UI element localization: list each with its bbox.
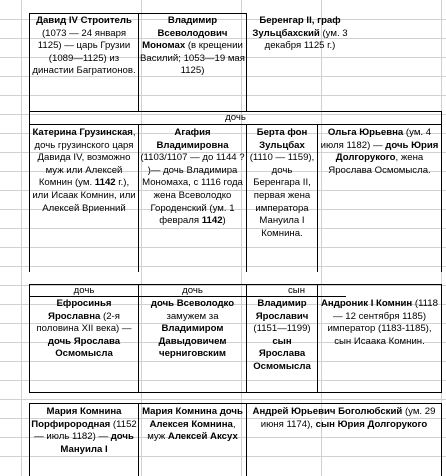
cell-david-iv [31, 15, 137, 110]
cell-vladimir-monomakh [140, 15, 245, 110]
cell-katerina: Катерина Грузинская, дочь грузинского царя Давида IV, возможно муж или Алексей Комнин (ум. 1142 г.), или Исаак Комнин, или Алексей Вриенний [32, 127, 136, 214]
person-info: (ум. 3 декабря 1125 г.) [264, 27, 348, 52]
relation-label-daughter: дочь [225, 112, 246, 123]
cell-maria-porphyrogenita: Мария Комнина Порфирородная (1152 — июль 1182) — дочь Мануила I [31, 406, 137, 455]
relation-label-daughter: дочь [73, 285, 95, 296]
cell-berta: Берта фон Зульцбах (1110 — 1159), дочь Беренгара II, первая жена императора Мануила I Комнина. [249, 127, 315, 239]
cell-berengar-ii [248, 15, 352, 110]
person-info: (в крещении Василий; 1053—19 мая 1125) [140, 40, 245, 77]
cell-maria-komnene: Мария Комнина дочь Алексея Комнина, муж Алексей Аксух [142, 406, 243, 443]
cell-agafia: Агафия Владимировна (1103/1107 — до 1144 ? )— дочь Владимира Мономаха, с 1116 года жена Всеволодко Городенский (ум. 1 февраля 1142) [140, 127, 245, 227]
cell-vladimir-yaroslavich: Владимир Ярославич (1151—1199) сын Ярослава Осмомысла [253, 298, 311, 372]
person-name: Владимир Всеволодович Мономах [142, 15, 228, 52]
person-name: Беренгар II, граф Зульцбахский [252, 15, 341, 39]
relation-label-son: сын [288, 285, 305, 296]
cell-vsevolodko-daughter: дочь Всеволодко замужем за Владимиром Давыдовичем черниговским [150, 298, 235, 360]
cell-andronikos: Андроник I Комнин (1118 — 12 сентября 1185) император (1183-1185), сын Исаака Комнин. [321, 298, 438, 347]
relation-label-daughter: дочь [182, 285, 203, 296]
cell-efrosinya: Ефросинья Ярославна (2-я половина XII века) — дочь Ярослава Осмомысла [36, 298, 132, 360]
cell-andrey-bogolyubsky: Андрей Юрьевич Боголюбский (ум. 29 июня 1174), сын Юрия Долгорукого [252, 406, 436, 430]
cell-olga: Ольга Юрьевна (ум. 4 июля 1182) — дочь Юрия Долгорукого, жена Ярослава Осмомысла. [320, 127, 439, 176]
person-name: Давид IV Строитель [36, 15, 132, 26]
person-info: (1073 — 24 января 1125) — царь Грузии (1089—1125) из династии Багратионов. [32, 27, 136, 77]
